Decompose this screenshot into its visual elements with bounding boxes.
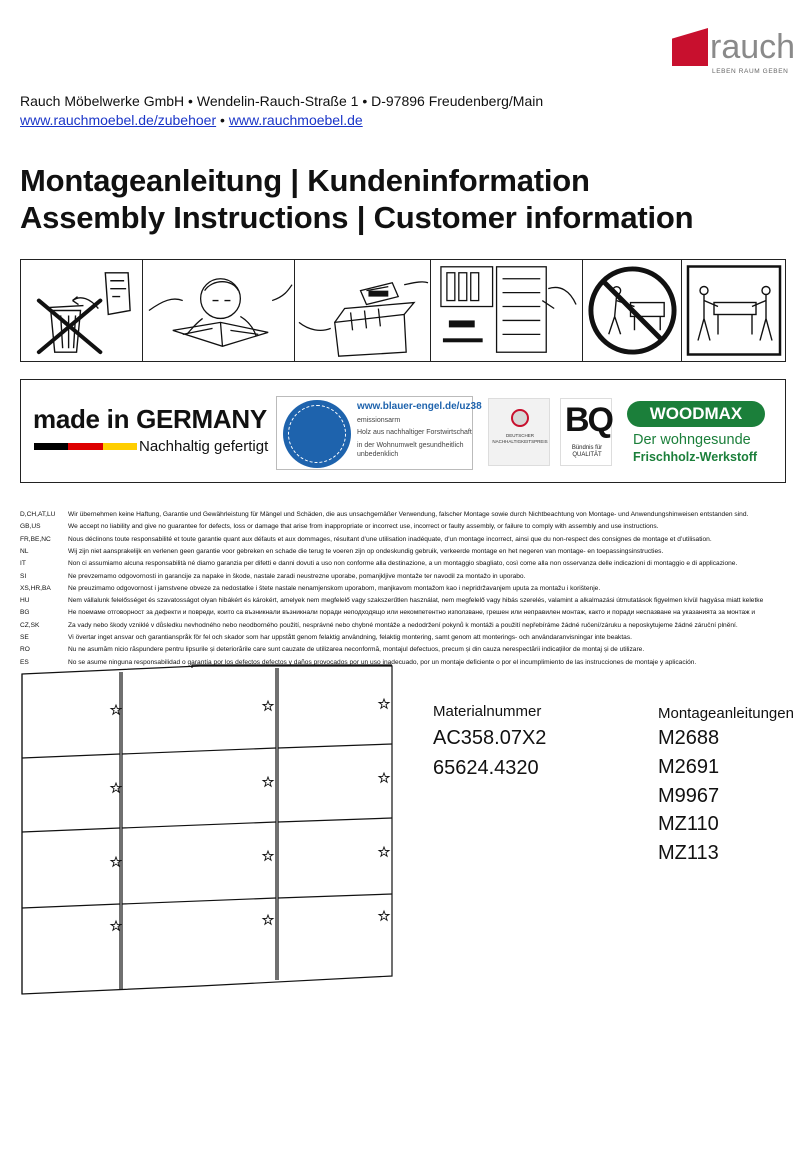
folder-store-icon <box>295 260 430 361</box>
award-label: DEUTSCHER NACHHALTIGKEITSPREIS <box>492 433 548 444</box>
disclaimer-text: Nem vállalunk felelősséget és szavatosságot olyan hibákért és károkért, amelyek nem megfelelő vagy szakszerűtlen használat, nem megfelelő vagy hibás szerelés, valamint a alkalmazási útmutatások figyelmen kívül hagyása miatt keletke <box>68 597 764 605</box>
disclaimer-text: Za vady nebo škody vzniklé v důsledku nevhodného nebo neodborného použití, nesprávné nebo chybné montáže a nedodržení pokynů k montáži a použití nepřebíráme žádné ručení/záruku a neposkytujeme žádné záruční plnění. <box>68 621 738 629</box>
reference-sheet-pictogram <box>431 260 583 361</box>
page-title-en: Assembly Instructions | Customer information <box>20 200 694 235</box>
certification-badges <box>20 379 786 483</box>
disclaimer-text: Vi övertar inget ansvar och garantianspråk för fel och skador som har uppstått genom felaktig användning, felaktig montering, samt genom att monterings- och användaranvisningar inte beaktas. <box>68 634 632 641</box>
made-in-germany-label: made in GERMANY <box>33 404 267 434</box>
disclaimer-text: Ne preuzimamo odgovornost i jamstvene obveze za nedostatke i štete nastale nenamjenskom uporabom, manjkavom montažom kao i nepridržavanjem uputa za montažu i korištenje. <box>68 584 601 592</box>
disclaimer-country-codes: D,CH,AT,LU <box>20 511 56 518</box>
bq-quality-badge <box>560 398 612 466</box>
disclaimer-country-codes: IT <box>20 560 26 568</box>
logo-mark-icon <box>672 28 708 66</box>
award-seal-icon <box>511 409 529 427</box>
made-in-germany-subtitle: Nachhaltig gefertigt <box>139 438 269 455</box>
homepage-link[interactable]: www.rauchmoebel.de <box>228 112 363 128</box>
engel-item: in der Wohnumwelt gesundheitlich unbedenklich <box>357 442 464 459</box>
page-title-de: Montageanleitung | Kundeninformation <box>20 163 590 198</box>
rauch-logo <box>672 24 796 84</box>
disclaimer-country-codes: XS,HR,BA <box>20 584 51 592</box>
engel-item: Holz aus nachhaltiger Forstwirtschaft <box>357 429 472 436</box>
wardrobe-drawing <box>20 664 412 1004</box>
read-instructions-pictogram <box>143 260 295 361</box>
disclaimer-country-codes: NL <box>20 547 29 555</box>
blauer-engel-badge <box>276 396 482 470</box>
do-not-discard-pictogram <box>21 260 143 361</box>
sustainability-award-badge <box>488 398 550 466</box>
flag-stripe-black <box>34 443 68 450</box>
logo-tagline: LEBEN RAUM GEBEN <box>712 68 789 75</box>
woodmax-subtitle-bold: Frischholz-Werkstoff <box>633 450 758 464</box>
logo-wordmark: rauch <box>710 28 796 66</box>
disclaimer-text: We accept no liability and give no guarantee for defects, loss or damage that arise from inappropriate or incorrect use, incorrect or faulty assembly, or failure to comply with assembly and use instructions. <box>68 523 659 531</box>
instruction-pictograms <box>20 259 786 362</box>
disclaimer-text: Wij zijn niet aansprakelijk en verlenen geen garantie voor gebreken en schade die terug te voeren zijn op ondeskundig gebruik, verkeerde montage en het negeren van montage- en toepassingsinstructies. <box>68 547 664 555</box>
two-person-icon <box>682 260 787 361</box>
disclaimer-country-codes: SE <box>20 634 29 641</box>
material-number-label: Materialnummer <box>433 703 542 720</box>
disclaimer-country-codes: SI <box>20 572 27 580</box>
bq-subtitle: Bündnis für QUALITÄT <box>571 445 603 459</box>
woodmax-logo: WOODMAX <box>627 401 765 427</box>
disclaimer-text: Ne prevzemamo odgovornosti in garancije za napake in škode, nastale zaradi neustrezne uporabe, pomanjkljive montaže ter navodil za montažo in uporabo. <box>68 572 526 580</box>
prohibited-sign-icon <box>583 260 681 361</box>
flag-stripe-gold <box>103 443 137 450</box>
woodmax-subtitle: Der wohngesunde <box>633 432 751 448</box>
disclaimer-country-codes: HU <box>20 597 30 605</box>
header-links <box>20 112 363 128</box>
disclaimer-text: No se asume ninguna responsabilidad o garantía por los defectos defectos y daños provocados por un uso inadecuado, por un montaje deficiente o por el incumplimiento de las instrucciones de montaje y aplicación. <box>68 658 697 666</box>
material-number: 65624.4320 <box>433 757 539 779</box>
instruction-code: M2691 <box>658 756 720 778</box>
person-reading-icon <box>143 260 294 361</box>
disclaimer-text: Non ci assumiamo alcuna responsabilità né diamo garanzia per difetti e danni dovuti a uso non conforme alla destinazione, a un montaggio sbagliato, così come alla non osservanza delle indicazioni di montaggio e di applicazione. <box>68 560 738 568</box>
engel-item: emissionsarm <box>357 417 401 424</box>
disclaimer-text: Wir übernehmen keine Haftung, Garantie und Gewährleistung für Mängel und Schäden, die aus unsachgemäßer Verwendung, falscher Montage sowie durch Nichtbeachtung von Montage- und Anwendungshinweisen entstanden sind. <box>68 511 749 518</box>
instruction-code: MZ110 <box>658 813 719 835</box>
parts-list-icon <box>431 260 582 361</box>
german-flag-bar <box>34 443 137 450</box>
two-person-lift-pictogram <box>682 260 787 361</box>
link-separator: • <box>216 112 229 128</box>
trash-crossed-icon <box>21 260 142 361</box>
bq-logo: BQ <box>565 401 612 439</box>
disclaimer-country-codes: CZ,SK <box>20 621 40 629</box>
accessories-link[interactable]: www.rauchmoebel.de/zubehoer <box>20 112 217 128</box>
disclaimer-country-codes: RO <box>20 646 30 654</box>
blauer-engel-url: www.blauer-engel.de/uz38 <box>357 401 482 412</box>
disclaimer-country-codes: ES <box>20 658 29 666</box>
disclaimer-country-codes: FR,BE,NC <box>20 535 51 543</box>
flag-stripe-red <box>68 443 102 450</box>
instruction-code: MZ113 <box>658 842 719 864</box>
disclaimer-country-codes: GB,US <box>20 523 41 531</box>
assembly-instructions-label: Montageanleitungen <box>658 705 794 722</box>
company-address: Rauch Möbelwerke GmbH • Wendelin-Rauch-Straße 1 • D-97896 Freudenberg/Main <box>20 93 544 109</box>
disclaimer-country-codes: BG <box>20 609 30 617</box>
keep-instructions-pictogram <box>295 260 431 361</box>
no-single-person-pictogram <box>583 260 682 361</box>
instruction-code: M9967 <box>658 785 720 807</box>
material-number: AC358.07X2 <box>433 727 547 749</box>
disclaimer-text: Nu ne asumăm nicio răspundere pentru lipsurile și deteriorările care sunt cauzate de utilizarea neconformă, montajul defectuos, precum și din cauza nerespectării indicațiilor de montaj și de utilizare. <box>68 646 645 654</box>
instruction-code: M2688 <box>658 727 720 749</box>
blauer-engel-icon <box>283 400 351 468</box>
disclaimer-text: Nous déclinons toute responsabilité et toute garantie quant aux défauts et aux dommages, résultant d’une utilisation inadéquate, d’un montage incorrect, ainsi que du non-respect des consignes de montage et d’utilisation. <box>68 535 712 543</box>
disclaimer-text: Не поемаме отговорност за дефекти и повреди, които са възникнали възникнали поради неподходящо или некомпетентно използване, грешен или неправилен монтаж, както и поради неспазване на указанията за монтаж и <box>68 609 756 617</box>
